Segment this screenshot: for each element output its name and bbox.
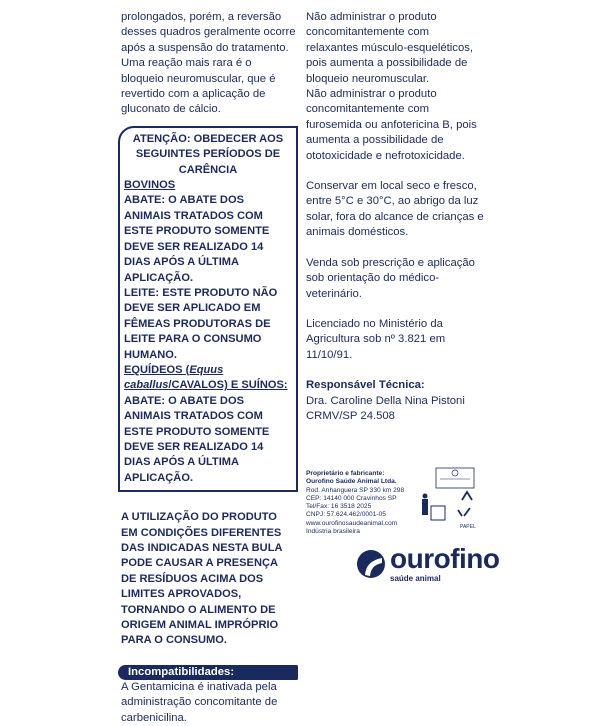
manufacturer-title: Proprietário e fabricante: [306,470,385,477]
license-text: Licenciado no Ministério da Agricultura sob nº 3.821 em 11/10/91. [306,317,446,361]
equideos-heading [124,363,292,394]
manufacturer-website: www.ourofinosaudeanimal.com [306,519,398,527]
withdrawal-period-box [118,126,298,492]
disposal-icons [420,466,486,543]
withdrawal-title: ATENÇÃO: OBEDECER AOS SEGUINTES PERÍODOS DE CARÊNCIA [132,132,284,176]
manufacturer-origin: Indústria brasileira [306,528,360,536]
tech-crmv: CRMV/SP 24.508 [306,409,395,422]
manufacturer-company: Ourofino Saúde Animal Ltda. [306,478,397,486]
logo-tagline: saúde animal [390,574,441,583]
relaxants-text: Não administrar o produto concomitantemente com relaxantes músculo-esqueléticos, pois aumenta a possibilidade de bloqueio neuromuscular. [306,11,474,85]
furosemide-text: Não administrar o produto concomitantemente com furosemida ou anfotericina B, pois aumenta a possibilidade de ototoxicidade e nefrotoxicidade. [306,88,477,162]
manufacturer-address: Rod. Anhanguera SP 330 km 298 [306,486,405,494]
right-column [306,10,484,424]
left-column [121,10,296,726]
tech-title: Responsável Técnica: [306,379,425,392]
tech-name: Dra. Caroline Della Nina Pistoni [306,394,465,407]
equideos-abate: ABATE: O ABATE DOS ANIMAIS TRATADOS COM ESTE PRODUTO SOMENTE DEVE SER REALIZADO 14 DIAS APÓS A ÚLTIMA APLICAÇÃO. [124,394,270,484]
manufacturer-cnpj: CNPJ: 57.624.462/0001-05 [306,511,386,519]
incompatibilities-heading: Incompatibilidades: [118,665,298,680]
residue-warning: A UTILIZAÇÃO DO PRODUTO EM CONDIÇÕES DIFERENTES DAS INDICADAS NESTA BULA PODE CAUSAR A PRESENÇA DE RESÍDUOS ACIMA DOS LIMITES APROVADOS, TORNANDO O ALIMENTO DE ORIGEM ANIMAL IMPRÓPRIO PARA O CONSUMO. [121,511,283,647]
incompatibilities-text: A Gentamicina é inativada pela administração concomitante de carbenicilina. [121,680,278,724]
adverse-effects-text: prolongados, porém, a reversão desses quadros geralmente ocorre após a suspensão do tratamento. [121,11,296,54]
manufacturer-info [306,470,414,536]
ourofino-logo [356,544,500,584]
manufacturer-cep: CEP: 14140 000 Cravinhos SP [306,494,397,502]
neuromuscular-text: Uma reação mais rara é o bloqueio neuromuscular, que é revertido com a aplicação de gluconato de cálcio. [121,57,276,116]
storage-text: Conservar em local seco e fresco, entre 5°C e 30°C, ao abrigo da luz solar, fora do alcance de crianças e animais domésticos. [306,180,484,239]
bovinos-abate: ABATE: O ABATE DOS ANIMAIS TRATADOS COM ESTE PRODUTO SOMENTE DEVE SER REALIZADO 14 DIAS APÓS A ÚLTIMA APLICAÇÃO. [124,194,270,284]
manufacturer-phone: Tel/Fax: 16 3518 2025 [306,503,372,511]
ourofino-logo-icon [356,549,386,579]
equideos-suffix: /CAVALOS) E SUÍNOS: [168,379,288,392]
equideos-label: EQUÍDEOS ( [124,363,190,376]
logo-wordmark: ourofino [390,543,500,574]
bovinos-leite: LEITE: ESTE PRODUTO NÃO DEVE SER APLICADO EM FÊMEAS PRODUTORAS DE LEITE PARA O CONSUMO HUMANO. [124,286,278,361]
bovinos-heading: BOVINOS [124,179,176,192]
disposal-symbols-icon [420,466,486,538]
sale-text: Venda sob prescrição e aplicação sob orientação do médico-veterinário. [306,256,475,300]
species-name: Equus caballus [124,363,224,392]
recycle-label: PAPEL [460,524,476,530]
